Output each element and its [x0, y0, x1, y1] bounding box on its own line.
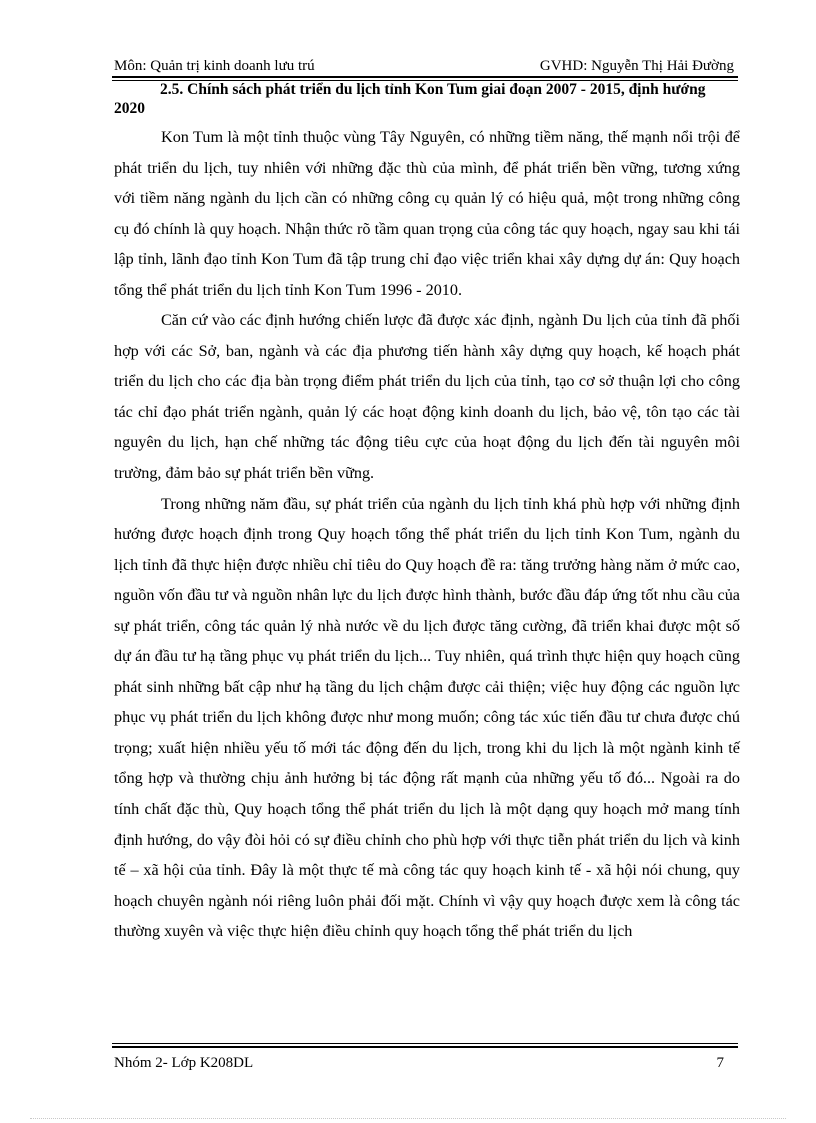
paragraph-1: Kon Tum là một tỉnh thuộc vùng Tây Nguyên, có những tiềm năng, thế mạnh nổi trội để phát triển du lịch, tuy nhiên với những đặc thù của mình, để phát triển bền vững, tương xứng với tiềm năng ngành du lịch cần có những công cụ quản lý có hiệu quả, một trong những công cụ đó chính là quy hoạch. Nhận thức rõ tầm quan trọng của công tác quy hoạch, ngay sau khi tái lập tỉnh, lãnh đạo tỉnh Kon Tum đã tập trung chỉ đạo việc triển khai xây dựng dự án: Quy hoạch tổng thể phát triển du lịch tỉnh Kon Tum 1996 - 2010. — [114, 128, 740, 299]
header-instructor: GVHD: Nguyễn Thị Hải Đường — [539, 58, 734, 74]
header-course: Môn: Quản trị kinh doanh lưu trú — [114, 58, 315, 74]
page-number: 7 — [716, 1054, 724, 1071]
section-title: 2.5. Chính sách phát triển du lịch tỉnh Kon Tum giai đoạn 2007 - 2015, định hướng 2020 — [114, 81, 706, 117]
body-text — [114, 122, 740, 947]
page-footer — [114, 1052, 724, 1074]
page-header — [114, 53, 734, 75]
paragraph-2: Căn cứ vào các định hướng chiến lược đã được xác định, ngành Du lịch của tỉnh đã phối hợp với các Sở, ban, ngành và các địa phương tiến hành xây dựng quy hoạch, kế hoạch phát triển du lịch cho các địa bàn trọng điểm phát triển du lịch của tỉnh, tạo cơ sở thuận lợi cho công tác chỉ đạo phát triển ngành, quản lý các hoạt động kinh doanh du lịch, bảo vệ, tôn tạo các tài nguyên du lịch, hạn chế những tác động tiêu cực của hoạt động du lịch đến tài nguyên môi trường, đảm bảo sự phát triển bền vững. — [114, 311, 740, 483]
header-rule-thick — [112, 76, 738, 78]
paragraph-3: Trong những năm đầu, sự phát triển của ngành du lịch tỉnh khá phù hợp với những định hướng được hoạch định trong Quy hoạch tổng thể phát triển du lịch tỉnh Kon Tum, ngành du lịch tỉnh đã thực hiện được nhiều chỉ tiêu do Quy hoạch đề ra: tăng trưởng hàng năm ở mức cao, nguồn vốn đầu tư và nguồn nhân lực du lịch được hình thành, bước đầu đáp ứng tốt nhu cầu của sự phát triển, công tác quản lý nhà nước về du lịch được tăng cường, đã triển khai được một số dự án đầu tư hạ tầng phục vụ phát triển du lịch... Tuy nhiên, quá trình thực hiện quy hoạch cũng phát sinh những bất cập như hạ tầng du lịch chậm được cải thiện; việc huy động các nguồn lực phục vụ phát triển du lịch không được như mong muốn; công tác xúc tiến đầu tư chưa được chú trọng; xuất hiện nhiều yếu tố mới tác động đến du lịch, trong khi du lịch là một ngành kinh tế tổng hợp và thường chịu ảnh hưởng bị tác động rất mạnh của những yếu tố đó... Ngoài ra do tính chất đặc thù, Quy hoạch tổng thể phát triển du lịch là một dạng quy hoạch mở mang tính định hướng, do vậy đòi hỏi có sự điều chỉnh cho phù hợp với thực tiễn phát triển du lịch và kinh tế – xã hội của tỉnh. Đây là một thực tế mà công tác quy hoạch kinh tế - xã hội nói chung, quy hoạch chuyên ngành nói riêng luôn phải đối mặt. Chính vì vậy quy hoạch được xem là công tác thường xuyên và việc thực hiện điều chỉnh quy hoạch tổng thể phát triển du lịch — [114, 494, 740, 941]
footer-rule-thin — [112, 1043, 738, 1044]
footer-group: Nhóm 2- Lớp K208DL — [114, 1054, 254, 1071]
footer-rule-thick — [112, 1046, 738, 1048]
page-bottom-border — [30, 1118, 786, 1119]
